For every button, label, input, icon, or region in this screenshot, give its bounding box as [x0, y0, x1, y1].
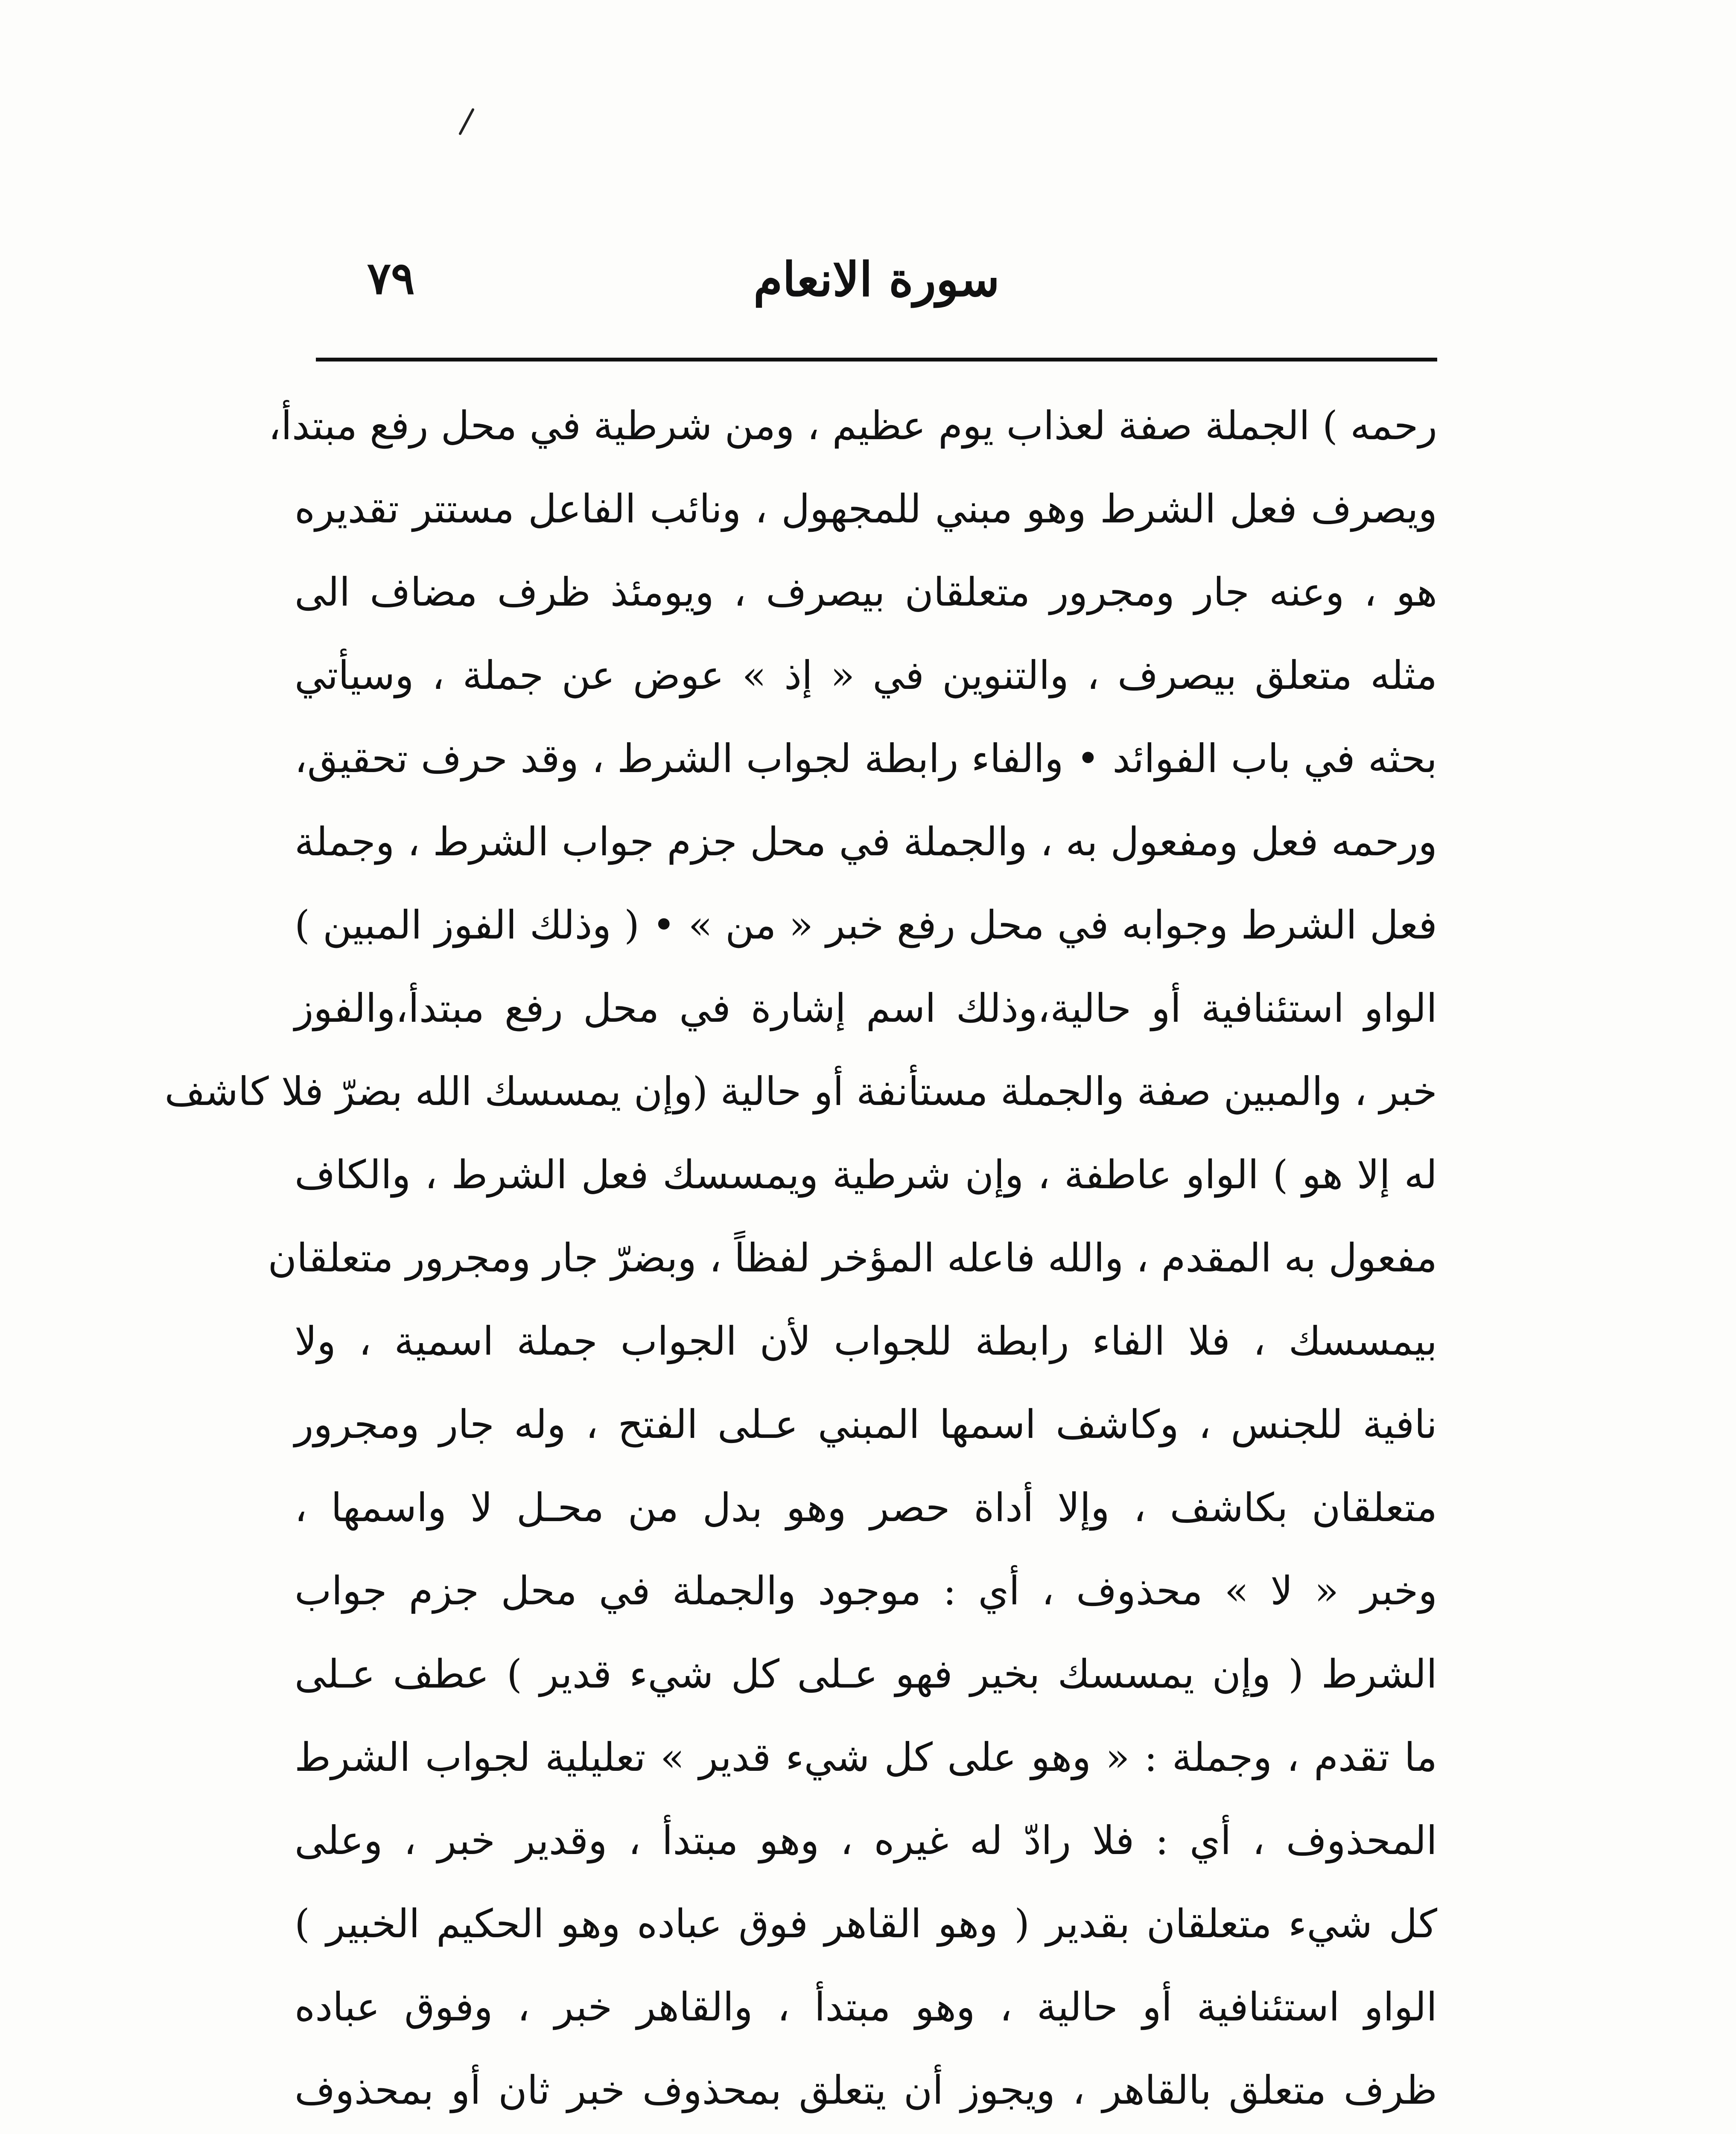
text-line: بيمسسك ، فلا الفاء رابطة للجواب لأن الجواب جملة اسمية ، ولا [295, 1318, 1437, 1364]
text-line: الشرط ( وإن يمسسك بخير فهو عـلى كل شيء قدير ) عطف عـلى [295, 1651, 1437, 1697]
text-line: هو ، وعنه جار ومجرور متعلقان بيصرف ، ويومئذ ظرف مضاف الى [295, 569, 1437, 615]
text-line: فعل الشرط وجوابه في محل رفع خبر « من » • ( وذلك الفوز المبين ) [295, 902, 1437, 948]
text-line: كل شيء متعلقان بقدير ( وهو القاهر فوق عباده وهو الحكيم الخبير ) [295, 1901, 1437, 1947]
text-line: خبر ، والمبين صفة والجملة مستأنفة أو حالية (وإن يمسسك الله بضرّ فلا كاشف [164, 1069, 1437, 1114]
stray-pen-mark [458, 108, 475, 136]
page-header [316, 239, 1437, 324]
text-line: بحثه في باب الفوائد • والفاء رابطة لجواب الشرط ، وقد حرف تحقيق، [295, 736, 1437, 781]
text-line: وخبر « لا » محذوف ، أي : موجود والجملة في محل جزم جواب [295, 1568, 1437, 1614]
surah-title: سورة الانعام [753, 252, 1000, 307]
text-line: رحمه ) الجملة صفة لعذاب يوم عظيم ، ومن شرطية في محل رفع مبتدأ، [268, 403, 1437, 449]
text-line: مفعول به المقدم ، والله فاعله المؤخر لفظاً ، وبضرّ جار ومجرور متعلقان [268, 1235, 1437, 1281]
text-line: له إلا هو ) الواو عاطفة ، وإن شرطية ويمسسك فعل الشرط ، والكاف [295, 1152, 1437, 1198]
text-line: الواو استئنافية أو حالية ، وهو مبتدأ ، والقاهر خبر ، وفوق عباده [295, 1984, 1437, 2030]
text-line: المحذوف ، أي : فلا رادّ له غيره ، وهو مبتدأ ، وقدير خبر ، وعلى [295, 1818, 1437, 1863]
text-line [295, 2132, 1437, 2134]
text-line: ظرف متعلق بالقاهر ، ويجوز أن يتعلق بمحذوف خبر ثان أو بمحذوف [295, 2067, 1437, 2113]
text-line: الواو استئنافية أو حالية،وذلك اسم إشارة في محل رفع مبتدأ،والفوز [295, 985, 1437, 1031]
text-line: نافية للجنس ، وكاشف اسمها المبني عـلى الفتح ، وله جار ومجرور [295, 1402, 1437, 1447]
text-line: مثله متعلق بيصرف ، والتنوين في « إذ » عوض عن جملة ، وسيأتي [295, 653, 1437, 698]
body-text [164, 384, 1437, 2134]
header-rule [316, 358, 1437, 361]
text-line: متعلقان بكاشف ، وإلا أداة حصر وهو بدل من محـل لا واسمها ، [295, 1485, 1437, 1531]
text-line: ويصرف فعل الشرط وهو مبني للمجهول ، ونائب الفاعل مستتر تقديره [295, 486, 1437, 532]
text-line: ورحمه فعل ومفعول به ، والجملة في محل جزم جواب الشرط ، وجملة [295, 819, 1437, 865]
text-line: ما تقدم ، وجملة : « وهو على كل شيء قدير » تعليلية لجواب الشرط [295, 1735, 1437, 1780]
page-number: ٧٩ [367, 252, 415, 304]
